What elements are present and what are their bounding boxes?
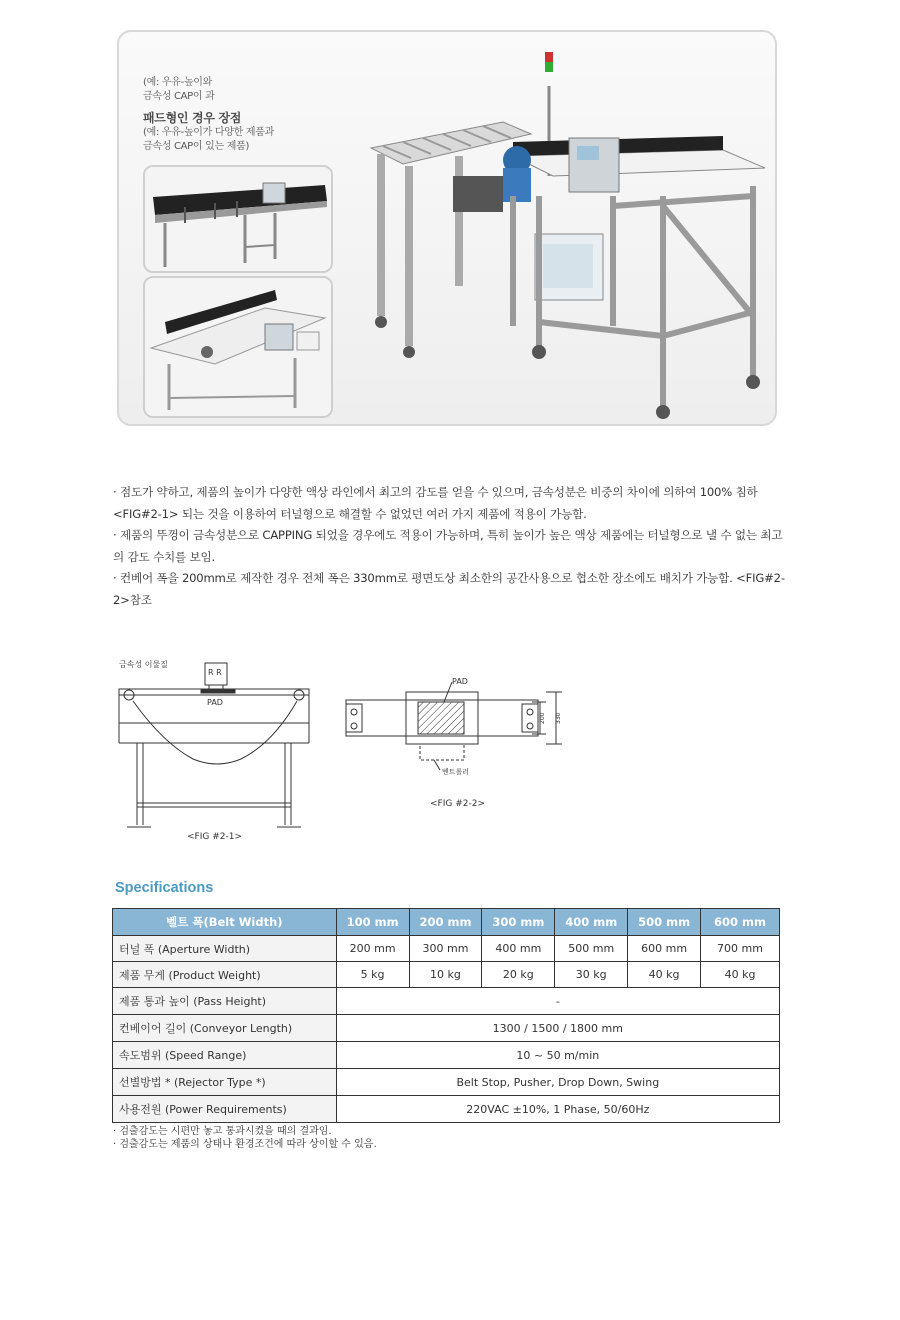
header-cell: 300 mm (482, 909, 555, 936)
table-cell: 30 kg (555, 962, 628, 988)
table-cell: 20 kg (482, 962, 555, 988)
header-cell: 100 mm (336, 909, 409, 936)
metal-detector-machine-image (363, 46, 773, 426)
table-cell: 400 mm (482, 936, 555, 962)
table-row (113, 1042, 780, 1069)
table-cell: 220VAC ±10%, 1 Phase, 50/60Hz (336, 1096, 779, 1123)
table-cell: - (336, 988, 779, 1015)
table-row (113, 1096, 780, 1123)
table-cell: 5 kg (336, 962, 409, 988)
table-row (113, 936, 780, 962)
row-label: 사용전원 (Power Requirements) (113, 1096, 337, 1123)
table-row (113, 962, 780, 988)
fig2-pad-label: PAD (452, 677, 468, 686)
feature-paragraph: · 컨베어 폭을 200mm로 제작한 경우 전체 폭은 330mm로 평면도상 최소한의 공간사용으로 협소한 장소에도 배치가 가능함. <FIG#2-2>참조 (113, 571, 785, 607)
row-label: 제품 통과 높이 (Pass Height) (113, 988, 337, 1015)
table-cell: Belt Stop, Pusher, Drop Down, Swing (336, 1069, 779, 1096)
header-cell: 400 mm (555, 909, 628, 936)
header-cell: 600 mm (701, 909, 780, 936)
conveyor-thumbnail-1 (143, 165, 333, 273)
header-cell: 500 mm (628, 909, 701, 936)
note-line: · 검출감도는 제품의 상태나 환경조건에 따라 상이할 수 있음. (113, 1139, 377, 1150)
fig1-pad-label: PAD (207, 698, 223, 707)
row-label: 제품 무게 (Product Weight) (113, 962, 337, 988)
specifications-title: Specifications (115, 880, 214, 896)
header-cell: 200 mm (409, 909, 482, 936)
table-cell: 700 mm (701, 936, 780, 962)
table-cell: 500 mm (555, 936, 628, 962)
product-photo-panel (117, 30, 777, 426)
feature-paragraph: · 점도가 약하고, 제품의 높이가 다양한 액상 라인에서 최고의 감도를 얻을 수 있으며, 금속성분은 비중의 차이에 의하여 100% 침하 <FIG#2-1> 되는 것을 이용하여 터널형으로 해결할 수 없었던 여러 가지 제품에 적용이 가능함. (113, 485, 758, 521)
table-cell: 200 mm (336, 936, 409, 962)
spec-notes (113, 1125, 377, 1151)
fig2-roller-label: 벤트롤러 (442, 768, 470, 776)
feature-paragraph: · 제품의 뚜껑이 금속성분으로 CAPPING 되었을 경우에도 적용이 가능하며, 특히 높이가 높은 액상 제품에는 터널형으로 낼 수 없는 최고의 감도 수치를 보임. (113, 528, 783, 564)
table-cell: 300 mm (409, 936, 482, 962)
fig-2-2-diagram (340, 672, 570, 812)
fig2-dim-200: 200 (539, 712, 546, 724)
fig2-dim-330: 330 (555, 712, 562, 724)
table-row (113, 988, 780, 1015)
table-cell: 40 kg (628, 962, 701, 988)
row-label: 선별방법 * (Rejector Type *) (113, 1069, 337, 1096)
hero-sub: (예: 우유-높이가 다양한 제품과 (143, 127, 274, 138)
table-row (113, 1015, 780, 1042)
fig1-caption: <FIG #2-1> (187, 832, 242, 842)
hero-caption (143, 76, 274, 154)
hero-heading: 패드형인 경우 장점 (143, 111, 242, 125)
table-cell: 10 ~ 50 m/min (336, 1042, 779, 1069)
fig1-rr-label: R R (208, 668, 222, 677)
fig1-metal-label: 금속성 이물질 (119, 660, 168, 669)
row-label: 속도범위 (Speed Range) (113, 1042, 337, 1069)
table-header-row (113, 909, 780, 936)
specifications-table (112, 908, 780, 1123)
hero-sub: 금속성 CAP이 있는 제품) (143, 141, 250, 152)
feature-description (113, 482, 785, 611)
conveyor-thumbnail-2 (143, 276, 333, 418)
row-label: 컨베이어 길이 (Conveyor Length) (113, 1015, 337, 1042)
table-cell: 1300 / 1500 / 1800 mm (336, 1015, 779, 1042)
hero-line: (예: 우유-높이와 (143, 77, 213, 88)
table-cell: 40 kg (701, 962, 780, 988)
note-line: · 검출감도는 시편만 놓고 통과시켰을 때의 결과임. (113, 1126, 332, 1137)
hero-line: 금속성 CAP이 과 (143, 91, 215, 102)
table-cell: 600 mm (628, 936, 701, 962)
fig2-caption: <FIG #2-2> (430, 799, 485, 809)
header-cell: 벨트 폭(Belt Width) (113, 909, 337, 936)
fig-2-1-diagram (113, 655, 323, 843)
table-cell: 10 kg (409, 962, 482, 988)
row-label: 터널 폭 (Aperture Width) (113, 936, 337, 962)
table-row (113, 1069, 780, 1096)
